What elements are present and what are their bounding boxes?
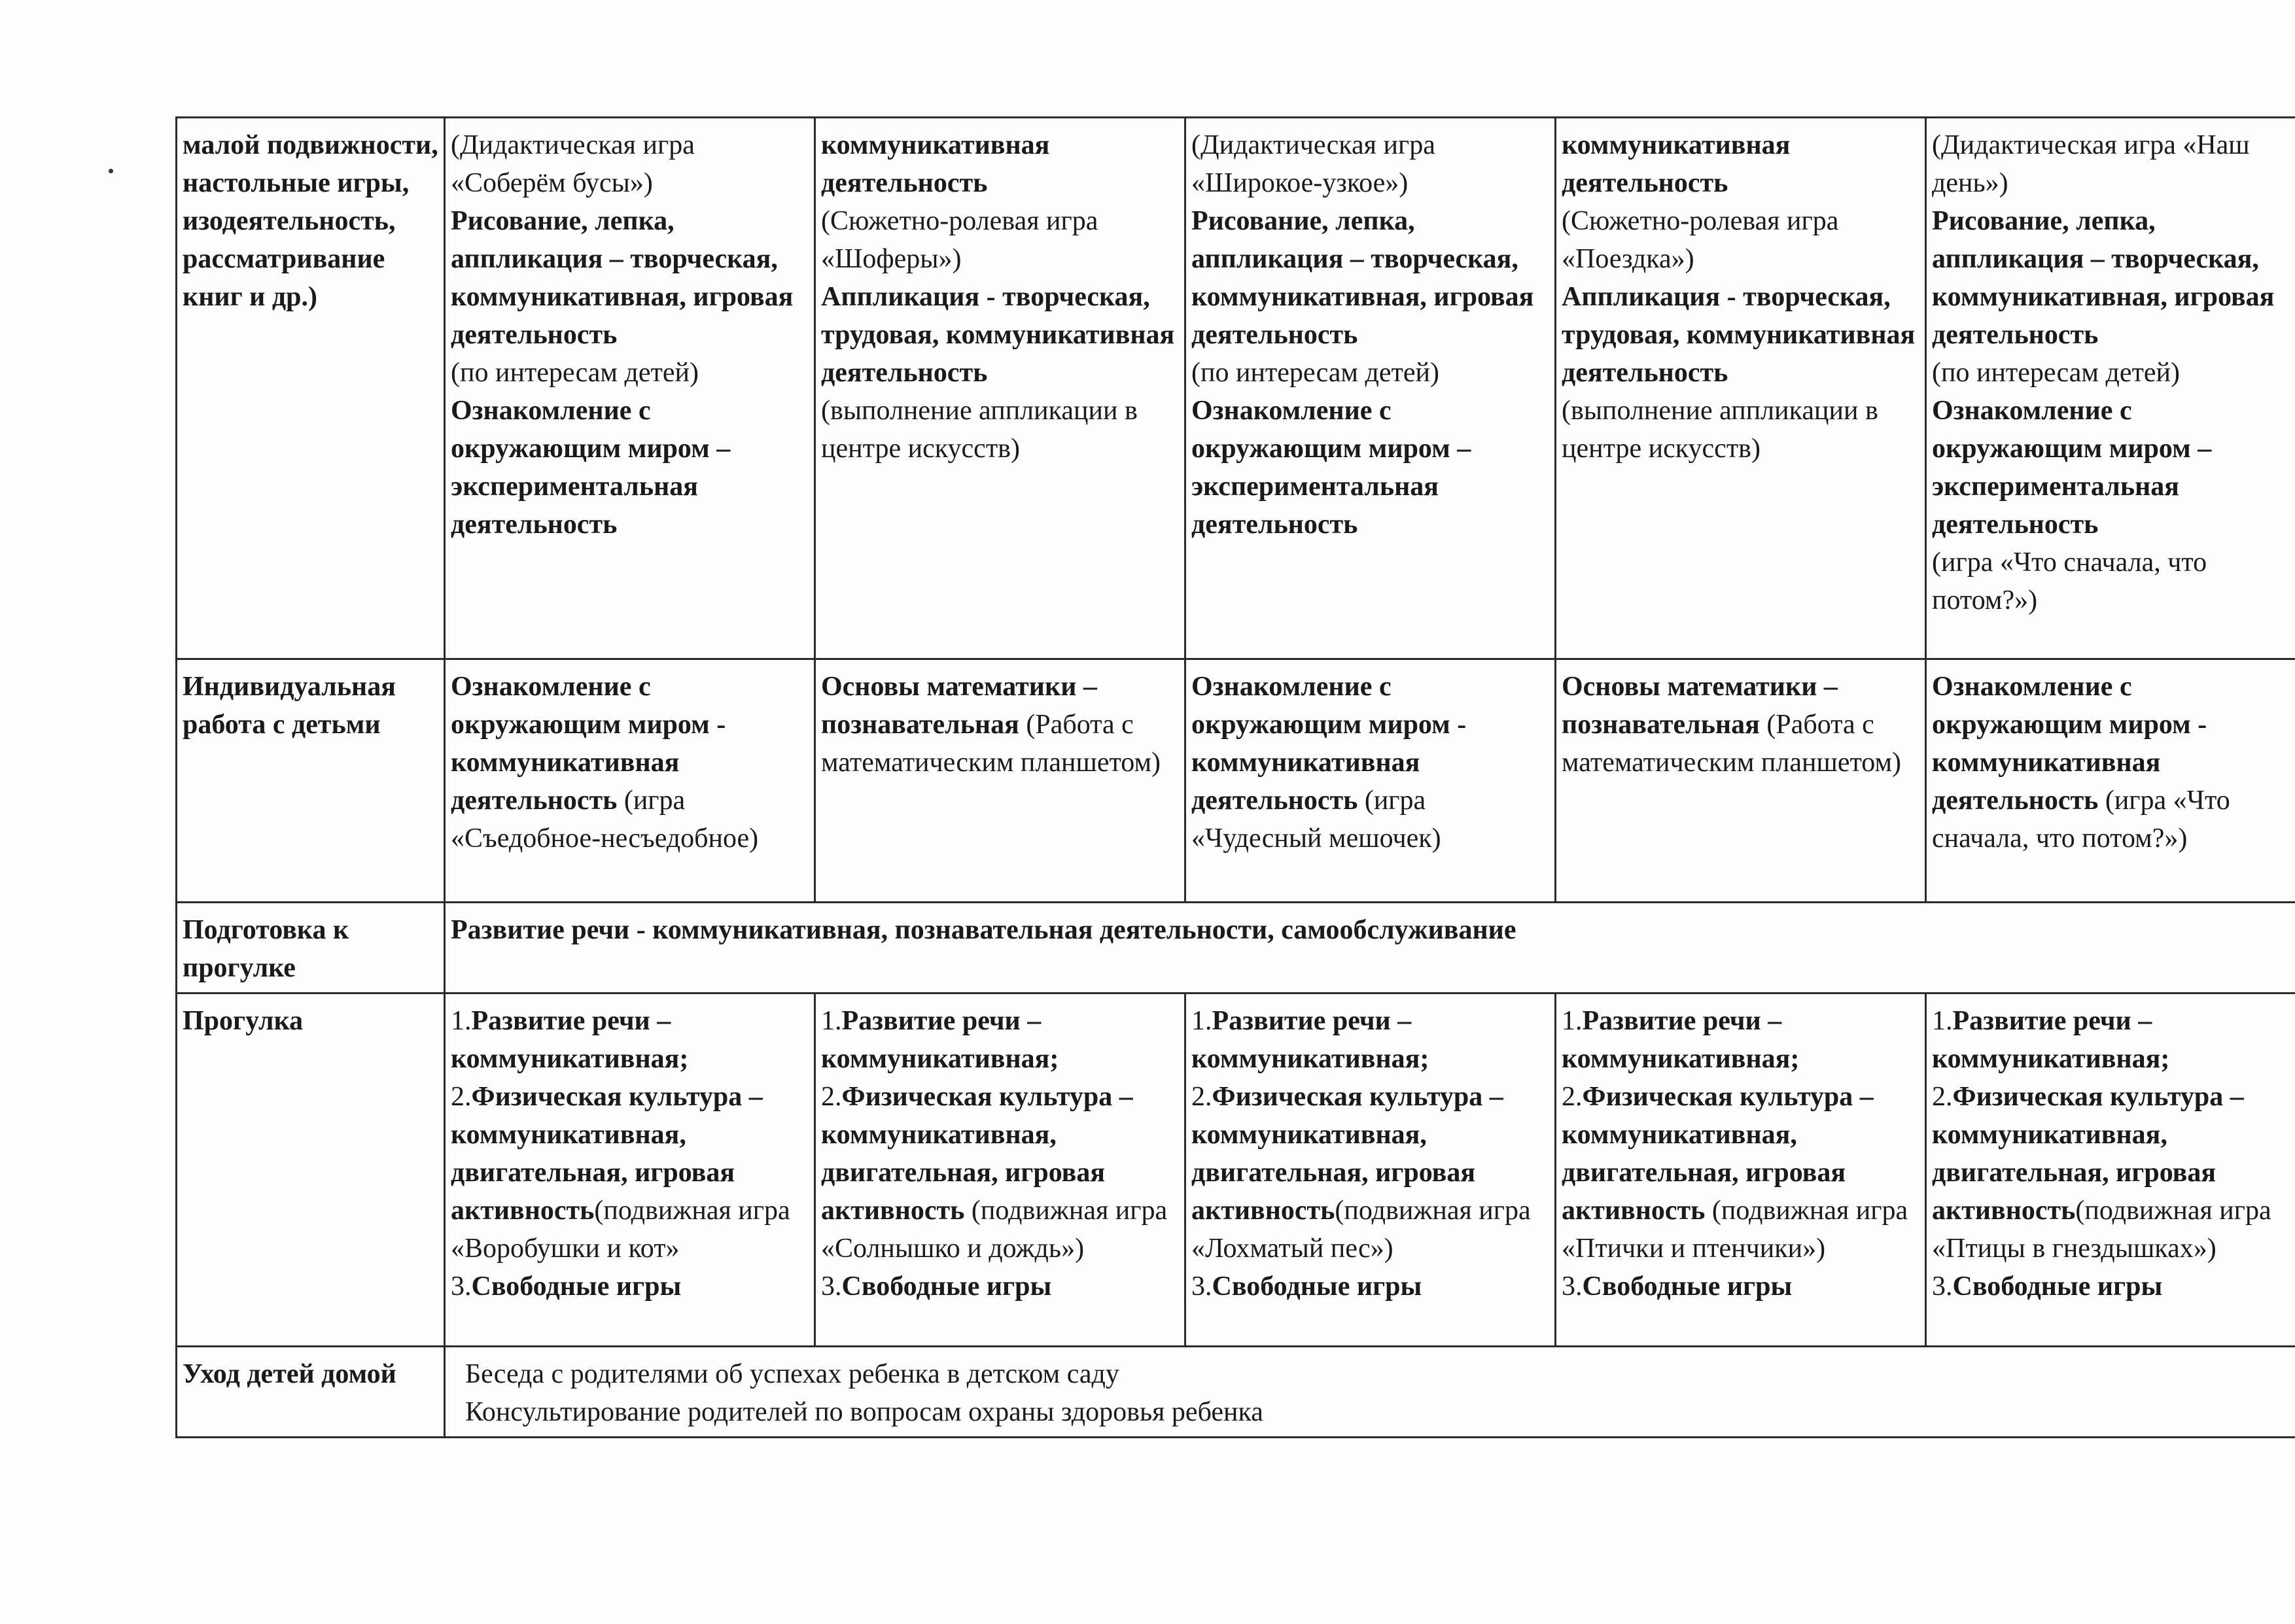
cell-segment: Рисование, лепка, аппликация – творческая, коммуникативная, игровая деятельность xyxy=(1932,206,2275,350)
walk-game: (подвижная игра «Лохматый пес») xyxy=(1191,1196,1531,1264)
walk-item-physical-text: Физическая культура – коммуникативная, двигательная, игровая активность xyxy=(1562,1082,1874,1226)
cell-segment: (Дидактическая игра «Широкое-узкое») xyxy=(1191,130,1435,198)
walk-item-physical-number: 2. xyxy=(1932,1082,1953,1112)
cell-segment: (игра «Съедобное-несъедобное) xyxy=(451,786,759,854)
cell-segment: Основы математики – познавательная xyxy=(1562,672,1838,740)
walk-item-free-play-number: 3. xyxy=(1562,1271,1583,1302)
row-home xyxy=(177,1347,2295,1438)
cell-segment: Аппликация - творческая, трудовая, коммуникативная деятельность xyxy=(821,282,1175,388)
cell-segment: коммуникативная деятельность xyxy=(1562,130,1791,198)
games-day-2 xyxy=(815,118,1185,659)
walk-item-free-play-text: Свободные игры xyxy=(471,1271,682,1302)
cell-segment: (выполнение аппликации в центре искусств) xyxy=(821,396,1138,464)
walk-day-4 xyxy=(1556,993,1926,1347)
walk-item-free-play xyxy=(451,1268,809,1305)
cell-segment: (Дидактическая игра «Соберём бусы») xyxy=(451,130,695,198)
walk-item-free-play-text: Свободные игры xyxy=(841,1271,1052,1302)
walk-item-speech-text: Развитие речи – коммуникативная; xyxy=(1932,1006,2170,1074)
walk-item-physical-number: 2. xyxy=(1562,1082,1583,1112)
cell-segment: (Сюжетно-ролевая игра «Поездка») xyxy=(1562,206,1839,274)
home-activities xyxy=(445,1347,2295,1438)
walk-game: (подвижная игра «Воробушки и кот» xyxy=(451,1196,790,1264)
cell-segment: Ознакомление с окружающим миром – экспериментальная деятельность xyxy=(1932,396,2212,540)
individual-day-3 xyxy=(1185,659,1556,903)
walk-day-5 xyxy=(1926,993,2295,1347)
games-day-5 xyxy=(1926,118,2295,659)
cell-segment: (по интересам детей) xyxy=(1191,358,1439,388)
row-walk xyxy=(177,993,2295,1347)
walk-item-free-play xyxy=(1191,1268,1549,1305)
walk-item-speech xyxy=(821,1002,1179,1078)
walk-game: (подвижная игра «Птички и птенчики») xyxy=(1562,1196,1908,1264)
row-label-games: малой подвижности, настольные игры, изодеятельность, рассматривание книг и др.) xyxy=(177,118,445,659)
cell-segment: Основы математики – познавательная xyxy=(821,672,1097,740)
walk-item-physical xyxy=(451,1078,809,1268)
walk-item-free-play-number: 3. xyxy=(821,1271,842,1302)
cell-segment: (по интересам детей) xyxy=(1932,358,2180,388)
walk-item-speech-number: 1. xyxy=(821,1006,842,1036)
walk-item-physical xyxy=(1191,1078,1549,1268)
walk-day-3 xyxy=(1185,993,1556,1347)
walk-item-physical xyxy=(1932,1078,2291,1268)
walk-item-free-play xyxy=(1932,1268,2291,1305)
prep-activity: Развитие речи - коммуникативная, познавательная деятельности, самообслуживание xyxy=(445,903,2295,993)
individual-day-5 xyxy=(1926,659,2295,903)
walk-item-speech-number: 1. xyxy=(1932,1006,1953,1036)
walk-item-speech-text: Развитие речи – коммуникативная; xyxy=(1562,1006,1800,1074)
cell-segment: Ознакомление с окружающим миром – экспериментальная деятельность xyxy=(451,396,731,540)
walk-day-2 xyxy=(815,993,1185,1347)
cell-segment: Аппликация - творческая, трудовая, коммуникативная деятельность xyxy=(1562,282,1916,388)
cell-segment: (игра «Что сначала, что потом?») xyxy=(1932,547,2207,615)
daily-schedule-table xyxy=(175,116,2295,1438)
walk-item-speech-text: Развитие речи – коммуникативная; xyxy=(821,1006,1059,1074)
walk-item-speech xyxy=(1562,1002,1919,1078)
walk-item-physical-text: Физическая культура – коммуникативная, двигательная, игровая активность xyxy=(451,1082,763,1226)
row-label-walk: Прогулка xyxy=(177,993,445,1347)
walk-item-free-play-number: 3. xyxy=(1932,1271,1953,1302)
cell-segment: Рисование, лепка, аппликация – творческая, коммуникативная, игровая деятельность xyxy=(1191,206,1534,350)
cell-segment: (игра «Чудесный мешочек) xyxy=(1191,786,1441,854)
home-line-2: Консультирование родителей по вопросам охраны здоровья ребенка xyxy=(465,1397,1263,1427)
walk-item-speech-number: 1. xyxy=(451,1006,472,1036)
home-line-1: Беседа с родителями об успехах ребенка в детском саду xyxy=(465,1359,1119,1389)
walk-item-free-play-text: Свободные игры xyxy=(1952,1271,2163,1302)
walk-item-free-play xyxy=(821,1268,1179,1305)
walk-item-physical-text: Физическая культура – коммуникативная, двигательная, игровая активность xyxy=(1191,1082,1503,1226)
cell-segment: коммуникативная деятельность xyxy=(821,130,1050,198)
walk-item-speech-number: 1. xyxy=(1191,1006,1212,1036)
walk-item-physical xyxy=(1562,1078,1919,1268)
individual-day-2 xyxy=(815,659,1185,903)
walk-item-free-play xyxy=(1562,1268,1919,1305)
walk-item-free-play-number: 3. xyxy=(1191,1271,1212,1302)
cell-segment: Ознакомление с окружающим миром - коммуникативная деятельность xyxy=(1191,672,1467,816)
cell-segment: Ознакомление с окружающим миром - коммуникативная деятельность xyxy=(1932,672,2207,816)
cell-segment: (Сюжетно-ролевая игра «Шоферы») xyxy=(821,206,1098,274)
walk-item-free-play-text: Свободные игры xyxy=(1212,1271,1422,1302)
row-prep xyxy=(177,903,2295,993)
walk-item-physical-text: Физическая культура – коммуникативная, двигательная, игровая активность xyxy=(1932,1082,2244,1226)
walk-item-physical-text: Физическая культура – коммуникативная, двигательная, игровая активность xyxy=(821,1082,1133,1226)
individual-day-4 xyxy=(1556,659,1926,903)
cell-segment: (игра «Что сначала, что потом?») xyxy=(1932,786,2230,854)
walk-item-physical xyxy=(821,1078,1179,1268)
row-label-home: Уход детей домой xyxy=(177,1347,445,1438)
cell-segment: Ознакомление с окружающим миром – экспериментальная деятельность xyxy=(1191,396,1471,540)
walk-day-1 xyxy=(445,993,815,1347)
games-day-3 xyxy=(1185,118,1556,659)
walk-item-speech-number: 1. xyxy=(1562,1006,1583,1036)
walk-item-speech xyxy=(451,1002,809,1078)
walk-item-speech-text: Развитие речи – коммуникативная; xyxy=(451,1006,689,1074)
cell-segment: (Работа с математическим планшетом) xyxy=(821,710,1161,778)
cell-segment: Рисование, лепка, аппликация – творческая, коммуникативная, игровая деятельность xyxy=(451,206,794,350)
individual-day-1 xyxy=(445,659,815,903)
cell-segment: (по интересам детей) xyxy=(451,358,699,388)
scan-speck xyxy=(109,169,113,173)
walk-item-free-play-number: 3. xyxy=(451,1271,472,1302)
walk-item-speech xyxy=(1191,1002,1549,1078)
games-day-4 xyxy=(1556,118,1926,659)
cell-segment: Ознакомление с окружающим миром - коммуникативная деятельность xyxy=(451,672,726,816)
cell-segment: (Работа с математическим планшетом) xyxy=(1562,710,1902,778)
row-label-individual: Индивидуальная работа с детьми xyxy=(177,659,445,903)
walk-item-physical-number: 2. xyxy=(451,1082,472,1112)
walk-game: (подвижная игра «Птицы в гнездышках») xyxy=(1932,1196,2271,1264)
walk-item-free-play-text: Свободные игры xyxy=(1582,1271,1793,1302)
walk-game: (подвижная игра «Солнышко и дождь») xyxy=(821,1196,1168,1264)
games-day-1 xyxy=(445,118,815,659)
cell-segment: (Дидактическая игра «Наш день») xyxy=(1932,130,2250,198)
walk-item-physical-number: 2. xyxy=(1191,1082,1212,1112)
walk-item-speech xyxy=(1932,1002,2291,1078)
row-label-prep: Подготовка к прогулке xyxy=(177,903,445,993)
walk-item-physical-number: 2. xyxy=(821,1082,842,1112)
row-individual xyxy=(177,659,2295,903)
cell-segment: (выполнение аппликации в центре искусств) xyxy=(1562,396,1878,464)
walk-item-speech-text: Развитие речи – коммуникативная; xyxy=(1191,1006,1429,1074)
row-games xyxy=(177,118,2295,659)
